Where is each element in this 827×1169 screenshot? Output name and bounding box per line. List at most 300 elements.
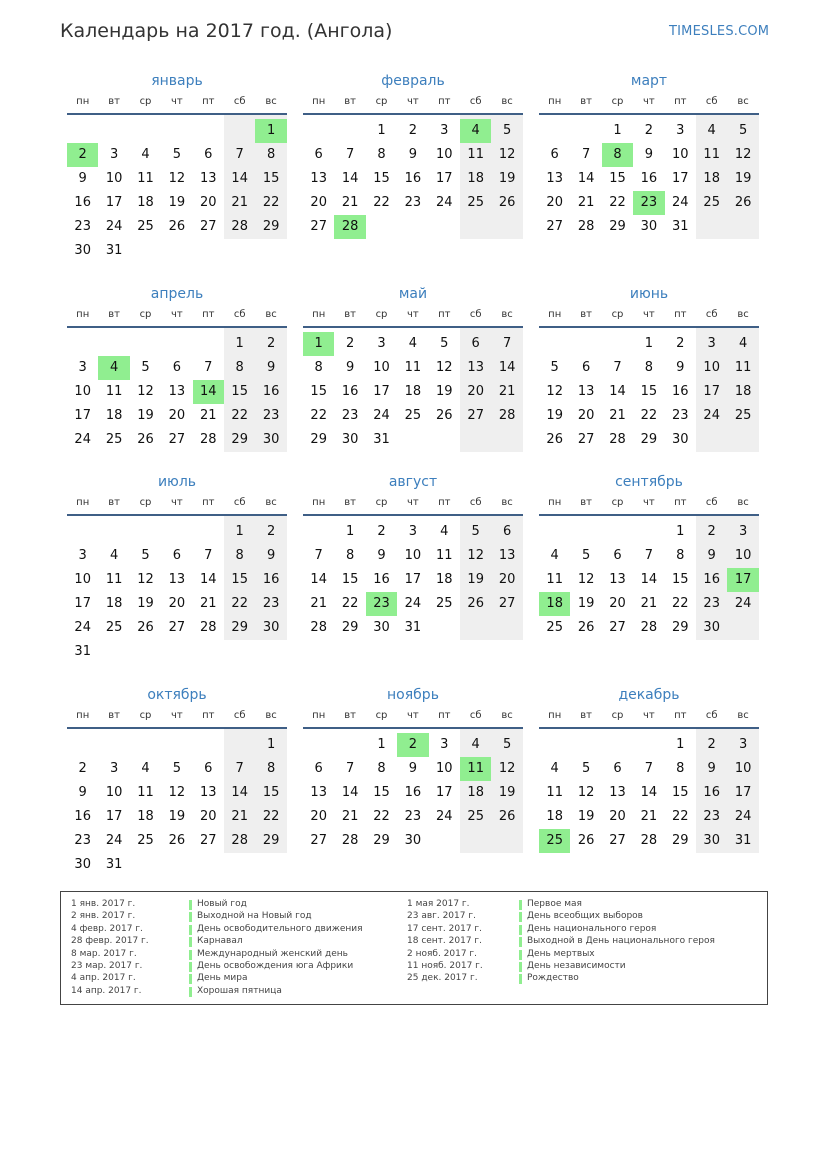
day-cell: 26 bbox=[577, 620, 595, 635]
month-title: май bbox=[398, 286, 428, 302]
day-cell: 26 bbox=[137, 620, 154, 635]
weekday-label: чт bbox=[643, 497, 655, 508]
day-cell: 24 bbox=[105, 219, 123, 234]
legend-date: 4 апр. 2017 г. bbox=[71, 973, 136, 984]
day-cell: 30 bbox=[74, 243, 91, 258]
day-cell: 31 bbox=[404, 620, 422, 635]
day-cell: 1 bbox=[377, 737, 386, 752]
month-divider bbox=[303, 514, 523, 516]
day-cell: 27 bbox=[609, 833, 626, 848]
day-cell: 5 bbox=[471, 524, 480, 539]
day-cell: 23 bbox=[341, 408, 359, 423]
day-cell: 6 bbox=[613, 761, 622, 776]
day-cell: 22 bbox=[231, 596, 248, 611]
day-cell: 6 bbox=[502, 524, 512, 539]
day-cell: 24 bbox=[436, 195, 453, 210]
day-cell: 17 bbox=[734, 785, 752, 800]
day-cell: 31 bbox=[74, 644, 91, 659]
day-cell: 4 bbox=[141, 147, 150, 162]
legend-date: 2 янв. 2017 г. bbox=[71, 911, 136, 922]
day-cell: 13 bbox=[168, 384, 186, 399]
holiday-color-marker bbox=[519, 950, 522, 960]
day-cell: 18 bbox=[137, 195, 154, 210]
day-cell: 27 bbox=[546, 219, 563, 234]
day-cell: 1 bbox=[266, 737, 276, 752]
day-cell: 1 bbox=[377, 123, 386, 138]
day-cell: 11 bbox=[105, 384, 123, 399]
day-cell: 21 bbox=[200, 596, 217, 611]
day-cell: 22 bbox=[262, 195, 280, 210]
legend-holiday-name: Выходной в День национального героя bbox=[527, 936, 715, 947]
day-cell: 7 bbox=[345, 147, 355, 162]
weekday-label: чт bbox=[407, 309, 419, 320]
legend-holiday-name: День освободительного движения bbox=[197, 923, 363, 934]
day-cell: 23 bbox=[262, 408, 280, 423]
day-cell: 3 bbox=[377, 336, 386, 351]
holiday-day-cell: 1 bbox=[303, 332, 334, 356]
weekday-label: вт bbox=[344, 96, 356, 107]
day-cell: 23 bbox=[703, 596, 720, 611]
weekday-label: пт bbox=[438, 710, 451, 721]
weekday-label: ср bbox=[139, 710, 152, 721]
day-cell: 4 bbox=[707, 123, 716, 138]
day-cell: 10 bbox=[734, 761, 752, 776]
day-cell: 13 bbox=[467, 360, 484, 375]
day-cell: 29 bbox=[262, 219, 280, 234]
day-cell: 5 bbox=[581, 761, 591, 776]
weekday-label: пн bbox=[76, 710, 90, 721]
weekday-label: сб bbox=[233, 497, 246, 508]
day-cell: 16 bbox=[703, 785, 720, 800]
month-divider bbox=[67, 113, 287, 115]
day-cell: 31 bbox=[672, 219, 689, 234]
holiday-color-marker bbox=[189, 912, 192, 922]
day-cell: 27 bbox=[310, 833, 327, 848]
legend-date: 1 мая 2017 г. bbox=[407, 899, 470, 909]
day-cell: 11 bbox=[467, 147, 484, 162]
weekday-label: пн bbox=[76, 309, 90, 320]
day-cell: 15 bbox=[640, 384, 658, 399]
day-cell: 15 bbox=[373, 785, 390, 800]
month-title: февраль bbox=[381, 73, 445, 89]
day-cell: 15 bbox=[373, 171, 390, 186]
day-cell: 7 bbox=[204, 548, 213, 563]
day-cell: 27 bbox=[577, 432, 595, 447]
day-cell: 28 bbox=[200, 432, 217, 447]
day-cell: 21 bbox=[640, 809, 658, 824]
weekday-label: сб bbox=[469, 497, 482, 508]
day-cell: 12 bbox=[577, 785, 595, 800]
day-cell: 3 bbox=[408, 524, 418, 539]
day-cell: 9 bbox=[266, 548, 276, 563]
day-cell: 13 bbox=[546, 171, 563, 186]
day-cell: 24 bbox=[672, 195, 689, 210]
day-cell: 30 bbox=[262, 432, 280, 447]
day-cell: 7 bbox=[502, 336, 512, 351]
day-cell: 6 bbox=[613, 548, 622, 563]
weekday-label: ср bbox=[375, 710, 388, 721]
day-cell: 15 bbox=[341, 572, 359, 587]
day-cell: 21 bbox=[310, 596, 327, 611]
weekday-label: пт bbox=[202, 497, 215, 508]
day-cell: 4 bbox=[550, 761, 559, 776]
day-cell: 22 bbox=[672, 809, 689, 824]
day-cell: 10 bbox=[373, 360, 390, 375]
holiday-color-marker bbox=[519, 912, 522, 922]
day-cell: 14 bbox=[640, 785, 658, 800]
holiday-color-marker bbox=[189, 987, 192, 997]
day-cell: 13 bbox=[577, 384, 595, 399]
day-cell: 1 bbox=[676, 524, 685, 539]
day-cell: 29 bbox=[310, 432, 327, 447]
day-cell: 30 bbox=[74, 857, 91, 872]
day-cell: 15 bbox=[672, 572, 689, 587]
day-cell: 27 bbox=[310, 219, 327, 234]
day-cell: 19 bbox=[137, 596, 154, 611]
day-cell: 25 bbox=[137, 833, 154, 848]
day-cell: 10 bbox=[672, 147, 689, 162]
day-cell: 3 bbox=[738, 524, 748, 539]
month-title: июнь bbox=[629, 286, 669, 302]
day-cell: 20 bbox=[546, 195, 563, 210]
day-cell: 24 bbox=[105, 833, 123, 848]
day-cell: 17 bbox=[105, 195, 123, 210]
holiday-color-marker bbox=[189, 925, 192, 935]
holiday-color-marker bbox=[519, 962, 522, 972]
day-cell: 12 bbox=[546, 384, 563, 399]
weekday-label: пт bbox=[438, 497, 451, 508]
day-cell: 6 bbox=[581, 360, 591, 375]
day-cell: 28 bbox=[640, 833, 658, 848]
day-cell: 3 bbox=[707, 336, 716, 351]
day-cell: 25 bbox=[105, 620, 123, 635]
month-divider bbox=[303, 326, 523, 328]
brand-link[interactable]: TIMESLES.COM bbox=[669, 24, 770, 39]
day-cell: 24 bbox=[734, 596, 752, 611]
day-cell: 30 bbox=[262, 620, 280, 635]
holiday-day-cell: 4 bbox=[460, 119, 491, 143]
day-cell: 5 bbox=[550, 360, 559, 375]
weekday-label: чт bbox=[407, 710, 419, 721]
day-cell: 18 bbox=[137, 809, 154, 824]
day-cell: 15 bbox=[672, 785, 689, 800]
weekday-label: ср bbox=[139, 309, 152, 320]
day-cell: 9 bbox=[408, 761, 418, 776]
weekday-label: сб bbox=[469, 309, 482, 320]
day-cell: 19 bbox=[498, 785, 516, 800]
day-cell: 29 bbox=[640, 432, 658, 447]
holiday-color-marker bbox=[519, 974, 522, 984]
legend-date: 8 мар. 2017 г. bbox=[71, 948, 137, 959]
weekday-label: сб bbox=[705, 710, 718, 721]
month-divider bbox=[539, 113, 759, 115]
day-cell: 29 bbox=[609, 219, 626, 234]
month-title: декабрь bbox=[618, 687, 680, 703]
weekday-label: чт bbox=[171, 497, 183, 508]
day-cell: 12 bbox=[137, 384, 154, 399]
day-cell: 20 bbox=[310, 809, 327, 824]
day-cell: 11 bbox=[105, 572, 123, 587]
day-cell: 8 bbox=[266, 761, 276, 776]
weekday-label: сб bbox=[705, 497, 718, 508]
day-cell: 20 bbox=[467, 384, 484, 399]
weekday-label: вт bbox=[580, 96, 592, 107]
day-cell: 16 bbox=[640, 171, 658, 186]
day-cell: 25 bbox=[703, 195, 720, 210]
weekday-label: пн bbox=[548, 497, 562, 508]
day-cell: 14 bbox=[341, 785, 359, 800]
holiday-day-cell: 2 bbox=[397, 733, 428, 757]
weekday-label: пн bbox=[312, 309, 326, 320]
day-cell: 21 bbox=[640, 596, 658, 611]
day-cell: 30 bbox=[341, 432, 359, 447]
day-cell: 24 bbox=[703, 408, 720, 423]
day-cell: 12 bbox=[168, 171, 186, 186]
holiday-color-marker bbox=[519, 937, 522, 947]
day-cell: 25 bbox=[734, 408, 752, 423]
day-cell: 18 bbox=[436, 572, 453, 587]
day-cell: 7 bbox=[235, 761, 244, 776]
weekday-label: вс bbox=[265, 96, 277, 107]
day-cell: 26 bbox=[168, 833, 186, 848]
day-cell: 27 bbox=[467, 408, 484, 423]
day-cell: 22 bbox=[231, 408, 248, 423]
month-divider bbox=[539, 727, 759, 729]
day-cell: 30 bbox=[703, 833, 720, 848]
day-cell: 20 bbox=[498, 572, 516, 587]
day-cell: 5 bbox=[440, 336, 449, 351]
day-cell: 27 bbox=[200, 219, 217, 234]
day-cell: 6 bbox=[314, 147, 323, 162]
legend-holiday-name: День мира bbox=[197, 973, 248, 984]
holiday-color-marker bbox=[189, 900, 192, 910]
day-cell: 15 bbox=[231, 384, 248, 399]
day-cell: 1 bbox=[676, 737, 685, 752]
day-cell: 28 bbox=[341, 833, 359, 848]
weekday-label: ср bbox=[611, 497, 624, 508]
day-cell: 3 bbox=[738, 737, 748, 752]
day-cell: 14 bbox=[609, 384, 626, 399]
day-cell: 10 bbox=[74, 384, 91, 399]
weekday-label: сб bbox=[469, 710, 482, 721]
day-cell: 2 bbox=[78, 761, 87, 776]
weekday-label: пн bbox=[76, 96, 90, 107]
day-cell: 9 bbox=[377, 548, 386, 563]
day-cell: 15 bbox=[262, 171, 280, 186]
day-cell: 30 bbox=[703, 620, 720, 635]
day-cell: 15 bbox=[609, 171, 626, 186]
day-cell: 22 bbox=[373, 809, 390, 824]
day-cell: 13 bbox=[168, 572, 186, 587]
day-cell: 12 bbox=[168, 785, 186, 800]
day-cell: 15 bbox=[231, 572, 248, 587]
day-cell: 17 bbox=[74, 596, 91, 611]
day-cell: 12 bbox=[467, 548, 484, 563]
day-cell: 5 bbox=[581, 548, 591, 563]
day-cell: 28 bbox=[577, 219, 595, 234]
day-cell: 28 bbox=[231, 833, 248, 848]
weekday-label: ср bbox=[611, 309, 624, 320]
day-cell: 30 bbox=[373, 620, 390, 635]
weekday-label: пт bbox=[438, 309, 451, 320]
day-cell: 20 bbox=[577, 408, 595, 423]
day-cell: 24 bbox=[74, 620, 91, 635]
day-cell: 21 bbox=[341, 195, 359, 210]
holiday-color-marker bbox=[189, 962, 192, 972]
day-cell: 19 bbox=[498, 171, 516, 186]
day-cell: 1 bbox=[235, 524, 244, 539]
day-cell: 30 bbox=[640, 219, 658, 234]
day-cell: 11 bbox=[546, 785, 563, 800]
day-cell: 26 bbox=[498, 809, 516, 824]
holiday-day-cell: 25 bbox=[539, 829, 570, 853]
month-title: сентябрь bbox=[615, 474, 683, 490]
legend-holiday-name: Выходной на Новый год bbox=[197, 911, 312, 922]
holiday-legend bbox=[60, 891, 768, 1005]
day-cell: 6 bbox=[204, 147, 213, 162]
weekday-label: вт bbox=[580, 309, 592, 320]
day-cell: 22 bbox=[262, 809, 280, 824]
legend-date: 23 авг. 2017 г. bbox=[407, 911, 476, 922]
holiday-day-cell: 23 bbox=[366, 592, 397, 616]
day-cell: 27 bbox=[168, 432, 186, 447]
day-cell: 19 bbox=[168, 195, 186, 210]
weekday-label: пт bbox=[674, 497, 687, 508]
day-cell: 10 bbox=[105, 785, 123, 800]
day-cell: 18 bbox=[467, 785, 484, 800]
day-cell: 16 bbox=[74, 809, 91, 824]
day-cell: 5 bbox=[738, 123, 748, 138]
weekday-label: пн bbox=[548, 710, 562, 721]
day-cell: 20 bbox=[168, 408, 186, 423]
day-cell: 2 bbox=[644, 123, 654, 138]
day-cell: 10 bbox=[703, 360, 720, 375]
weekday-label: ср bbox=[139, 497, 152, 508]
day-cell: 25 bbox=[467, 195, 484, 210]
legend-holiday-name: Карнавал bbox=[197, 936, 243, 947]
day-cell: 17 bbox=[74, 408, 91, 423]
holiday-color-marker bbox=[189, 974, 192, 984]
day-cell: 7 bbox=[235, 147, 244, 162]
weekday-label: чт bbox=[643, 96, 655, 107]
day-cell: 16 bbox=[262, 384, 280, 399]
day-cell: 9 bbox=[408, 147, 418, 162]
day-cell: 13 bbox=[609, 572, 626, 587]
legend-holiday-name: Первое мая bbox=[527, 899, 582, 909]
day-cell: 23 bbox=[404, 195, 422, 210]
legend-holiday-name: День независимости bbox=[527, 961, 626, 971]
legend-date: 1 янв. 2017 г. bbox=[71, 899, 136, 909]
day-cell: 4 bbox=[141, 761, 150, 776]
month-title: апрель bbox=[150, 286, 204, 302]
month-divider bbox=[539, 326, 759, 328]
day-cell: 20 bbox=[200, 809, 217, 824]
day-cell: 18 bbox=[467, 171, 484, 186]
day-cell: 3 bbox=[676, 123, 685, 138]
day-cell: 17 bbox=[436, 785, 453, 800]
day-cell: 8 bbox=[345, 548, 355, 563]
day-cell: 2 bbox=[676, 336, 685, 351]
holiday-color-marker bbox=[519, 900, 522, 910]
weekday-label: вс bbox=[265, 710, 277, 721]
day-cell: 14 bbox=[310, 572, 327, 587]
day-cell: 6 bbox=[172, 548, 182, 563]
day-cell: 20 bbox=[200, 195, 217, 210]
weekday-label: чт bbox=[171, 96, 183, 107]
day-cell: 19 bbox=[137, 408, 154, 423]
holiday-color-marker bbox=[189, 937, 192, 947]
weekday-label: вт bbox=[108, 309, 120, 320]
day-cell: 9 bbox=[266, 360, 276, 375]
day-cell: 12 bbox=[498, 147, 516, 162]
day-cell: 28 bbox=[231, 219, 248, 234]
day-cell: 6 bbox=[172, 360, 182, 375]
weekday-label: пт bbox=[674, 96, 687, 107]
day-cell: 12 bbox=[577, 572, 595, 587]
holiday-day-cell: 14 bbox=[193, 380, 224, 404]
day-cell: 27 bbox=[609, 620, 626, 635]
weekday-label: вт bbox=[344, 497, 356, 508]
day-cell: 23 bbox=[74, 219, 91, 234]
day-cell: 13 bbox=[310, 171, 327, 186]
day-cell: 25 bbox=[546, 620, 563, 635]
day-cell: 8 bbox=[676, 761, 685, 776]
day-cell: 11 bbox=[546, 572, 563, 587]
day-cell: 26 bbox=[498, 195, 516, 210]
weekday-label: пн bbox=[76, 497, 90, 508]
day-cell: 18 bbox=[404, 384, 422, 399]
weekday-label: чт bbox=[407, 497, 419, 508]
day-cell: 5 bbox=[172, 761, 182, 776]
day-cell: 6 bbox=[314, 761, 323, 776]
day-cell: 16 bbox=[703, 572, 720, 587]
day-cell: 12 bbox=[436, 360, 453, 375]
weekday-label: вт bbox=[344, 710, 356, 721]
holiday-day-cell: 11 bbox=[460, 757, 491, 781]
legend-date: 11 нояб. 2017 г. bbox=[407, 961, 483, 971]
holiday-color-marker bbox=[519, 925, 522, 935]
weekday-label: ср bbox=[611, 96, 624, 107]
holiday-day-cell: 4 bbox=[98, 356, 129, 380]
day-cell: 10 bbox=[436, 147, 453, 162]
month-divider bbox=[303, 113, 523, 115]
day-cell: 6 bbox=[471, 336, 480, 351]
day-cell: 9 bbox=[78, 785, 87, 800]
day-cell: 11 bbox=[703, 147, 720, 162]
day-cell: 5 bbox=[172, 147, 182, 162]
day-cell: 7 bbox=[345, 761, 355, 776]
weekday-label: чт bbox=[643, 710, 655, 721]
weekday-label: ср bbox=[139, 96, 152, 107]
day-cell: 7 bbox=[644, 761, 654, 776]
day-cell: 16 bbox=[74, 195, 91, 210]
day-cell: 20 bbox=[168, 596, 186, 611]
day-cell: 8 bbox=[644, 360, 654, 375]
legend-date: 28 февр. 2017 г. bbox=[71, 936, 149, 947]
page-title: Календарь на 2017 год. (Ангола) bbox=[60, 20, 393, 42]
legend-holiday-name: День мертвых bbox=[527, 948, 595, 959]
day-cell: 28 bbox=[609, 432, 626, 447]
weekday-label: вт bbox=[108, 497, 120, 508]
day-cell: 3 bbox=[440, 737, 449, 752]
legend-holiday-name: Хорошая пятница bbox=[197, 985, 282, 996]
day-cell: 3 bbox=[109, 761, 119, 776]
day-cell: 25 bbox=[137, 219, 154, 234]
day-cell: 9 bbox=[707, 761, 716, 776]
day-cell: 12 bbox=[137, 572, 154, 587]
day-cell: 20 bbox=[609, 809, 626, 824]
day-cell: 19 bbox=[436, 384, 453, 399]
